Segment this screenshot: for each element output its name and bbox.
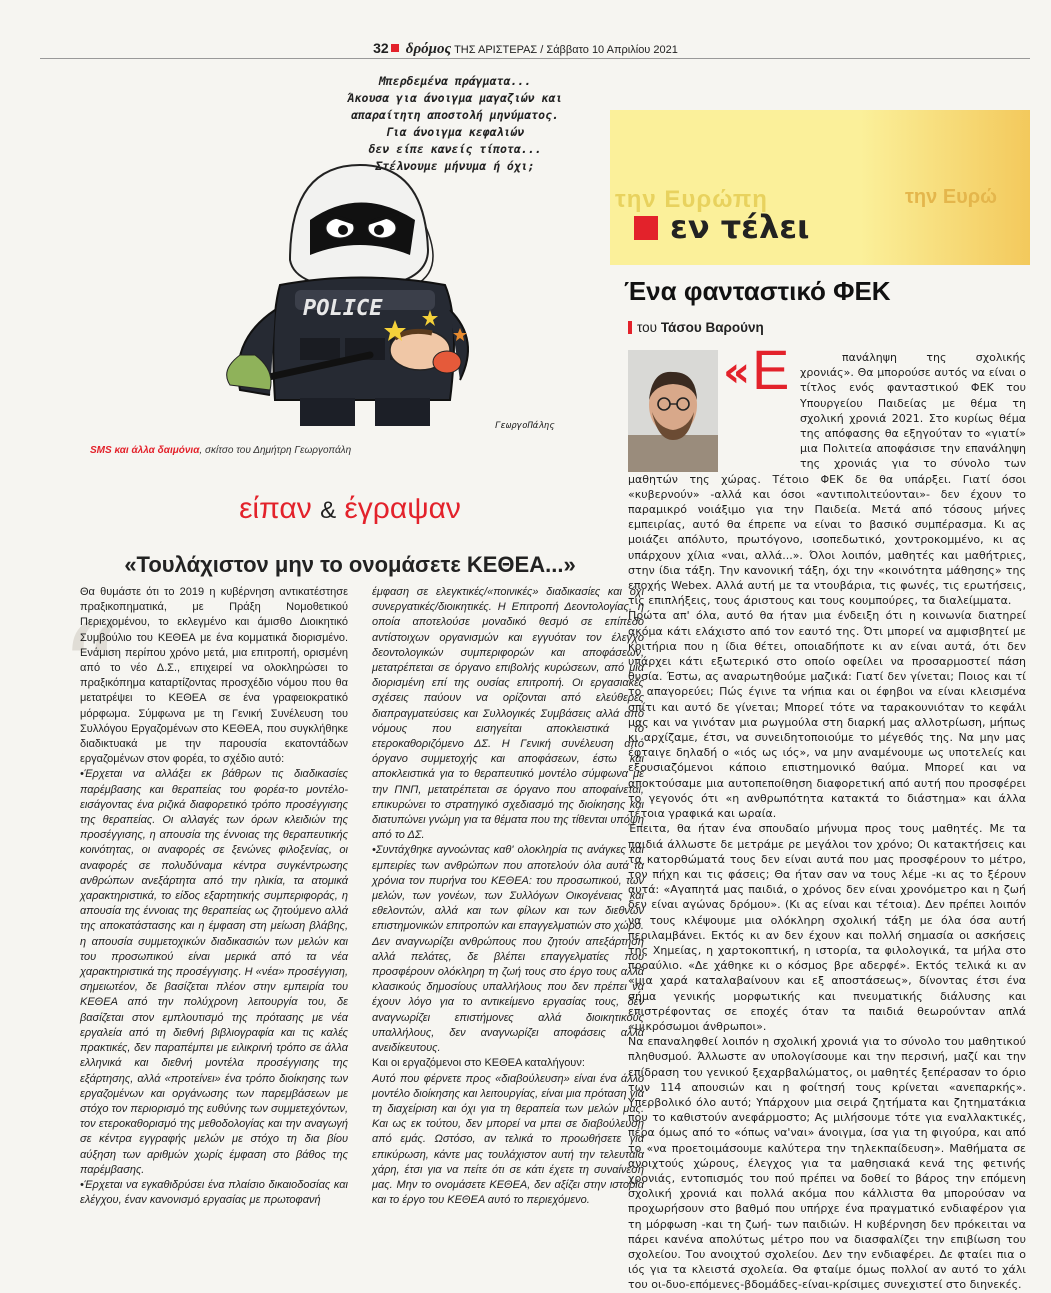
article-column-2 (372, 585, 644, 1208)
drop-cap: Ε (752, 338, 790, 401)
caption-rest: , σκίτσο του Δημήτρη Γεωργοπάλη (199, 445, 352, 456)
cartoon-signature: ΓεωργοΠάλης (495, 421, 555, 431)
header-rule (40, 58, 1030, 59)
banner-ghost-text: την Ευρώπη (615, 186, 768, 213)
column-title: Ένα φανταστικό ΦΕΚ (624, 276, 891, 306)
paragraph: •Έρχεται να εγκαθιδρύσει ένα πλαίσιο δικαιοδοσίας και ελέγχου, έναν κανονισμό εργασίας με πρωτοφανή (80, 1178, 348, 1207)
section-heading (90, 492, 610, 526)
quote-mark-decoration: “ (60, 600, 122, 739)
section-label: εν τέλει (670, 208, 810, 246)
paragraph: έμφαση σε ελεγκτικές/«ποινικές» διαδικασίες και όχι συνεργατικές/διοικητικές. Η Επιτροπή Δεοντολογίας, η οποία αποτελούσε μοναδικό θεσμό σε επίπεδο αντίστοιχων οργανισμών και εγγυόταν τον έλεγχο δεοντολογικών συμπεριφορών και αποφάσεων, μετατρέπεται σε όργανο επιβολής κυρώσεων, από μία διορισμένη επί της ουσίας επιτροπή. Οι εργασιακές σχέσεις παύουν να ορίζονται από ελεύθερες διαπραγματεύσεις και Συλλογικές Συμβάσεις αλλά από νόμους που εισηγείται αποκλειστικά το ετεροκαθοριζόμενο ΔΣ. Η Γενική συνέλευση από όργανο συμμετοχής και αποφάσεων, έστω και αποκλειστικά για το θεραπευτικό μοντέλο σύμφωνα με την ΠΝΠ, μετατρέπεται σε όργανο που αποφαίνεται, επικυρώνει το στρατηγικό σχεδιασμό της διοίκησης και διατυπώνει γνώμη για τα θέματα που της τίθενται υπόψη από το ΔΣ. (372, 586, 644, 842)
caption-lead: SMS και άλλα δαιμόνια (90, 445, 200, 456)
paragraph: Θα θυμάστε ότι το 2019 η κυβέρνηση αντικατέστησε πραξικοπηματικά, με Πράξη Νομοθετικού Περιεχομένου, το εκλεγμένο και άμισθο Διοικητικό Συμβούλιο του ΚΕΘΕΑ με ένα κομματικά διορισμένο. Ενάμιση περίπου χρόνο μετά, μια επιτροπή, ορισμένη από το νέο Δ.Σ., επιχειρεί να ολοκληρώσει το πραξικόπημα καταρτίζοντας προσχέδιο νόμου που θα μετατρέψει το ΚΕΘΕΑ σε ένα γραφειοκρατικό μόρφωμα. Σύμφωνα με τη Γενική Συνέλευση του Συλλόγου Εργαζομένων στο ΚΕΘΕΑ, που συγκλήθηκε διαδικτυακά με την παρουσία εκατοντάδων εργαζομένων στον φορέα, το σχέδιο αυτό: (80, 586, 348, 766)
section-square-icon (634, 216, 658, 240)
cartoon-speech: Μπερδεμένα πράγματα... Άκουσα για άνοιγμα μαγαζιών και απαραίτητη αποστολή μηνύματος. Για άνοιγμα κεφαλιών δεν είπε κανείς τίποτα... Στέλνουμε μήνυμα ή όχι; (347, 74, 563, 173)
section-heading-left: είπαν (239, 492, 312, 525)
page-number: 32 (373, 40, 389, 56)
paragraph: •Έρχεται να αλλάξει εκ βάθρων τις διαδικασίες παρέμβασης και θεραπείας του φορέα-το μοντέλο- εισάγοντας ένα ριζικά διαφορετικό τρόπο προσέγγισης της θεραπείας. Οι αλλαγές των όρων κλειδιών της προσέγγισης, η απουσία της έννοιας της θεραπευτικής κοινότητας, οι αναφορές σε ξενώνες φιλοξενίας, οι αναφορές σε πολυδύναμα κέντρα συγκέντρωσης ανθρώπων ανεξάρτητα από την ηλικία, τα ατομικά χαρακτηριστικά, το είδος εξαρτητικής συμπεριφοράς, η απουσία της έννοιας της θεραπείας ως ζητούμενο αλλά της αποκατάστασης και η έμφαση στη μείωση βλάβης, η απουσία συμμετοχικών διαδικασιών των μελών και του προσωπικού είναι μερικά από τα νέα χαρακτηριστικά της προσέγγισης. Η «νέα» προσέγγιση, σημειωτέον, δε βασίζεται πλέον στην εμπειρία του ΚΕΘΕΑ από την πολύχρονη λειτουργία του, δε βασίζεται στον εμπλουτισμό της πρότασης με νέα εργαλεία από τη διεθνή βιβλιογραφία και τις καλές πρακτικές, δεν παραπέμπει με ειλικρινή τρόπο σε άλλα ελληνικά και διεθνή μοντέλα προσέγγισης της εξάρτησης, αλλά «προτείνει» ένα τρόπο διοίκησης των εργαζομένων και οργάνωσης των παρεμβάσεων με στόχο τον περιορισμό της ευθύνης των συμμετεχόντων, τον ετεροκαθορισμό της μεθοδολογίας και την αναγωγή σε κέντρα εγγραφής μελών με στόχο τη δια βίου αύξηση των αριθμών χωρίς έμφαση στο βάθος της παρέμβασης. (80, 768, 348, 1176)
masthead-brand: δρόμος (405, 41, 452, 57)
article-column-1 (80, 585, 348, 1208)
paragraph: Πρώτα απ' όλα, αυτό θα ήταν μια ένδειξη ότι η κοινωνία διατηρεί ακόμα κάτι ελάχιστο από τον εαυτό της. Ότι μπορεί να αμφισβητεί με κριτήρια που η ίδια θέτει, οποιαδήποτε κι αν είναι αυτά, ότι δεν υπάρχει κάτι εξωτερικό στο οποίο οφείλει να προσαρμοστεί πάση θυσία. Έστω, ας αναρωτηθούμε μαζικά: Γιατί δεν γίνεται; Ποιος και τί το απαγορεύει; Πώς έγινε τα νήπια και οι έφηβοι να είναι κλεισμένα σπίτι και αυτό δε γίνεται; Μπορεί τότε να ταρακουνιόταν το κεφάλι μας και να γινόταν μια ρωγμούλα στη διαρκή μας αλλοτρίωση, μήπως κι αρχίζαμε, έτσι, να συνειδητοποιούμε το μέγεθός της. Να μην μας έφταιγε δηλαδή ο «ιός ως ιός», να μην αναμένουμε ως υποτελείς και εξουσιαζόμενοι κάποιο επιστημονικό θαύμα. Μπορεί και να αποκτούσαμε μια αυτοπεποίθηση διαφορετική από αυτή που προσφέρει το γεγονός ότι «η ανθρωπότητα κατακτά το διάστημα» και άλλα τέτοια γραφικά και ωραία. (628, 609, 1026, 821)
banner-ghost-text-right: την Ευρώ (905, 186, 998, 208)
byline (628, 320, 764, 335)
paragraph: •Συντάχθηκε αγνοώντας καθ' ολοκληρία τις ανάγκες και εμπειρίες των ανθρώπων που αποτελούν όλα αυτά τα χρόνια τον πυρήνα του ΚΕΘΕΑ: του προσωπικού, των μελών, των γονέων, των Συλλόγων Οικογένειας και εθελοντών, αλλά και των φίλων και των διεθνών επιστημονικών επιτροπών και επαγγελματιών στο χώρο. Δεν αναγνωρίζει ανθρώπους που ζητούν απεξάρτηση αλλά πελάτες, δε βλέπει επαγγελματίες που προσφέρουν ολόκληρη τη ζωή τους στο έργο τους αλλά κλασικούς δημοσίους υπαλλήλους που δεν πρέπει να έχουν λόγο για το αντικείμενο εργασίας τους, δεν αναγνωρίζει επιστήμονες αλλά διοικητικούς υπαλλήλους, δεν αναγνωρίζει αποφάσεις αλλά ανειδίκευτους. (372, 844, 644, 1055)
byline-bar (628, 321, 632, 334)
paragraph-text: πανάληψη της σχολικής χρονιάς». Θα μπορούσε αυτός να είναι ο τίτλος ενός φανταστικού ΦΕΚ του Υπουργείου Παιδείας με θέμα τη σχολική χρονιά 2021. Στο κυρίως θέμα της απόφασης θα εξηγούταν το «γιατί» μια Πολιτεία αποφάσισε την επανάληψη της χρονιάς για το σύνολο των μαθητών της χώρας. Τέτοιο ΦΕΚ δε θα υπάρξει. Γιατί όσοι «κυβερνούν» -αλλά και όσοι «αντιπολιτεύονται»- δεν έχουν το παραμικρό νοιάξιμο για την Παιδεία. Μετά από τόσους μήνες εμπειρίας, αυτό θα έπρεπε να είναι το βασικό συμπέρασμα. Κι ας μοιάζει απόλυτο, πρωτόγονο, ισοπεδωτικό, χοντροκομμένο, κι ας υπάρχουν χίλια «ναι, αλλά...». Όλοι λοιπόν, μαθητές και μαθήτριες, στην ίδια τάξη. Την κανονική τάξη, όχι την «κοινότητα μάθησης» της εποχής Webex. Αλλά αυτή με τα ντουβάρια, τις φωνές, τις ερωτήσεις, τις επιπλήξεις, τους άριστους και τους κουμπούρες, τα διαλείμματα. (628, 351, 1026, 608)
paragraph: Έπειτα, θα ήταν ένα σπουδαίο μήνυμα προς τους μαθητές. Με τα παιδιά άλλωστε δε μετράμε ρε μεγάλοι τον χρόνο; Οι κατακτήσεις και τα κατορθώματά τους δεν είναι αυτά που μας προσφέρουν το μέτρο, τον πήχη και τις φάσεις; Θα ήταν σαν να τους λέμε -κι ας το ξέρουν αυτά: «Αγαπητά μας παιδιά, ο χρόνος δεν είναι χρονόμετρο και η ζωή δεν είναι αγώνας δρόμου». (Κι ας είναι και τέτοια). Δεν πρέπει λοιπόν να τους κλέψουμε μια ολόκληρη σχολική τάξη με όλα όσα αυτή περιλαμβάνει. Εκτός κι αν δεν έχουν και πολλή σημασία οι ασκήσεις της Χημείας, η χαρτοκοπτική, η ιστορία, τα φιλολογικά, τα μήλα στο προαύλιο. «Δε χάθηκε κι ο κόσμος βρε αδερφέ». Εκτός τελικά κι αν «μια χαρά καταλαβαίνουν και εξ αποστάσεως», δίνοντας έτσι ένα σήμα γενικής μορφωτικής και πνευματικής διάλυσης και επιστρέφοντας σε εποχές όταν τα παιδιά θεωρούνταν απλά «μικρόσωμοι άνθρωποι». (628, 822, 1026, 1033)
cartoon-caption (90, 445, 351, 456)
paragraph: Και οι εργαζόμενοι στο ΚΕΘΕΑ καταλήγουν: (372, 1057, 585, 1070)
article-title: «Τουλάχιστον μην το ονομάσετε ΚΕΘΕΑ...» (124, 552, 576, 577)
section-heading-right: έγραψαν (344, 492, 461, 525)
vest-label: POLICE (303, 296, 383, 321)
paragraph: Αυτό που φέρνετε προς «διαβούλευση» είναι ένα άλλο μοντέλο διοίκησης και λειτουργίας, είναι μια πρόταση για τη διαχείριση και όχι για τη θεραπεία των μελών μας. Και ως εκ τούτου, δεν μπορεί να μπει σε διαβούλευση από εμάς. Ωστόσο, αν τελικά το προωθήσετε για επικύρωση, κάντε μας τουλάχιστον αυτή την τελευταία χάρη, έτσι για να πείτε ότι σε κάτι έχετε τη συναίνεσή μας. Μην το ονομάσετε ΚΕΘΕΑ, δεν αξίζει στην ιστορία και το έργο του ΚΕΘΕΑ αυτό το περιεχόμενο. (372, 1072, 644, 1207)
section-heading-amp: & (320, 497, 337, 524)
drop-quote: « (723, 347, 751, 396)
byline-prefix: του (637, 320, 658, 335)
masthead (0, 40, 1051, 58)
masthead-square (391, 44, 399, 52)
byline-author: Τάσου Βαρούνη (660, 320, 764, 335)
column-body (628, 350, 1026, 1293)
masthead-issue: ΤΗΣ ΑΡΙΣΤΕΡΑΣ / Σάββατο 10 Απριλίου 2021 (454, 44, 678, 56)
paragraph: Να επαναληφθεί λοιπόν η σχολική χρονιά για το σύνολο του μαθητικού πληθυσμού. Άλλωστε αν υπολογίσουμε και την περσινή, μαζί και την επίδραση του γενικού ξεχαρβαλώματος, οι μαθητές ξεπέρασαν το όριο των 114 απουσιών και η φοίτησή τους κρίνεται «ανεπαρκής». Υπερβολικό όλο αυτό; Υπάρχουν μια σειρά ζητήματα και ζητηματάκια που το καθιστούν ανεφάρμοστο; Ας μιλήσουμε τότε για εναλλακτικές, πέρα όμως από το «όπως να'ναι» άνοιγμα, ίσα για τη φιγούρα, και από το «να προετοιμάσουμε καλύτερα την τηλεκπαίδευση». Μαθήματα σε ανοιχτούς χώρους, έλεγχος για τα μαθησιακά κενά της φετινής χρονιάς, εντοπισμός του πού πρέπει να δοθεί το βάρος την επόμενη σχολική χρονιά και πολλά ακόμα που κάλλιστα θα μπορούσαν να προχωρήσουν στο βαθμό που υπήρχε ένα πραγματικό ενδιαφέρον για τη μόρφωση -και τη ζωή- των παιδιών. Η κυβέρνηση δεν πρόκειται να πάρει κανένα απολύτως μέτρο που να διασφαλίζει την επιβίωση του σχολείου. Του ανοιχτού σχολείου. Δεν την ενδιαφέρει. Δε φταίει πια ο ιός για τα κλειστά σχολεία. Θα φταίμε όμως πολλοί αν αυτό το χάλι του οι-δυο-επόμενες-βδομάδες-είναι-κρίσιμες συνεχιστεί στο διηνεκές. (628, 1035, 1026, 1292)
